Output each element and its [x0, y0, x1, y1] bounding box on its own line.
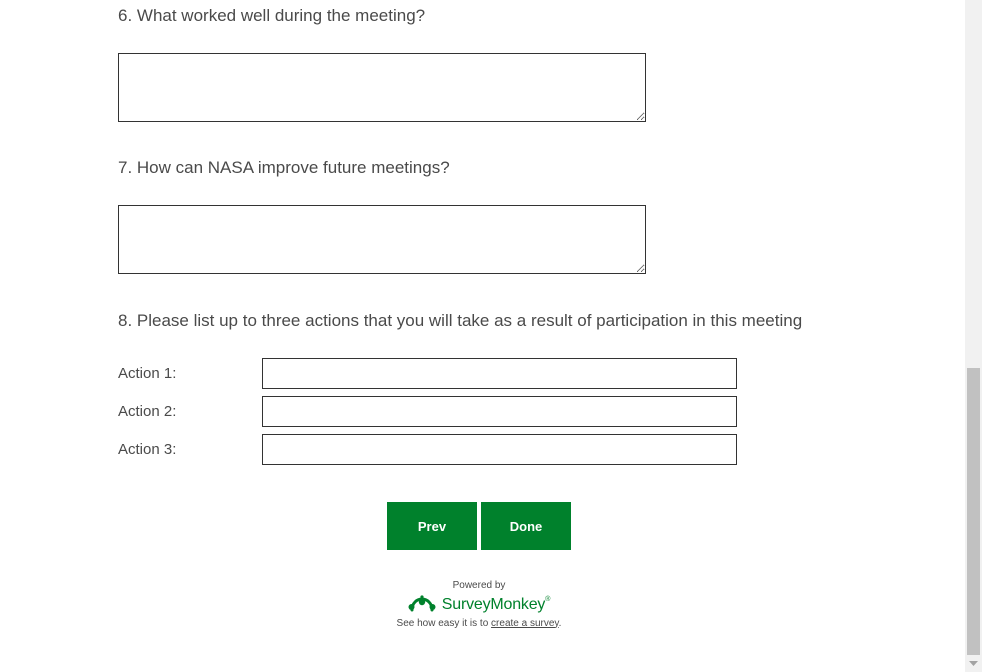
- done-button[interactable]: Done: [481, 502, 571, 550]
- question-7-textarea[interactable]: [118, 205, 646, 274]
- create-survey-tagline: [380, 618, 578, 629]
- scrollbar-thumb[interactable]: [967, 368, 980, 655]
- tagline-prefix: See how easy it is to: [396, 617, 492, 629]
- scroll-down-arrow-icon[interactable]: [965, 655, 982, 672]
- action-1-label: Action 1:: [118, 365, 177, 382]
- surveymonkey-logo-icon: [408, 594, 436, 617]
- powered-by-footer: [380, 580, 578, 629]
- surveymonkey-brand-link[interactable]: [408, 594, 550, 616]
- action-3-label: Action 3:: [118, 441, 177, 458]
- action-2-input[interactable]: [262, 396, 737, 427]
- surveymonkey-brand-name: SurveyMonkey®: [441, 596, 551, 613]
- vertical-scrollbar[interactable]: [965, 0, 982, 672]
- create-survey-link[interactable]: create a survey: [491, 617, 559, 629]
- trademark-symbol: ®: [545, 596, 551, 603]
- action-2-label: Action 2:: [118, 403, 177, 420]
- question-6-textarea[interactable]: [118, 53, 646, 122]
- question-6-title: 6. What worked well during the meeting?: [118, 6, 426, 25]
- question-8-title: 8. Please list up to three actions that you will take as a result of participation in this meeting: [118, 311, 803, 330]
- powered-by-text: Powered by: [452, 580, 506, 591]
- tagline-suffix: .: [558, 617, 562, 629]
- action-3-input[interactable]: [262, 434, 737, 465]
- prev-button[interactable]: Prev: [387, 502, 477, 550]
- question-7-title: 7. How can NASA improve future meetings?: [118, 158, 450, 177]
- action-1-input[interactable]: [262, 358, 737, 389]
